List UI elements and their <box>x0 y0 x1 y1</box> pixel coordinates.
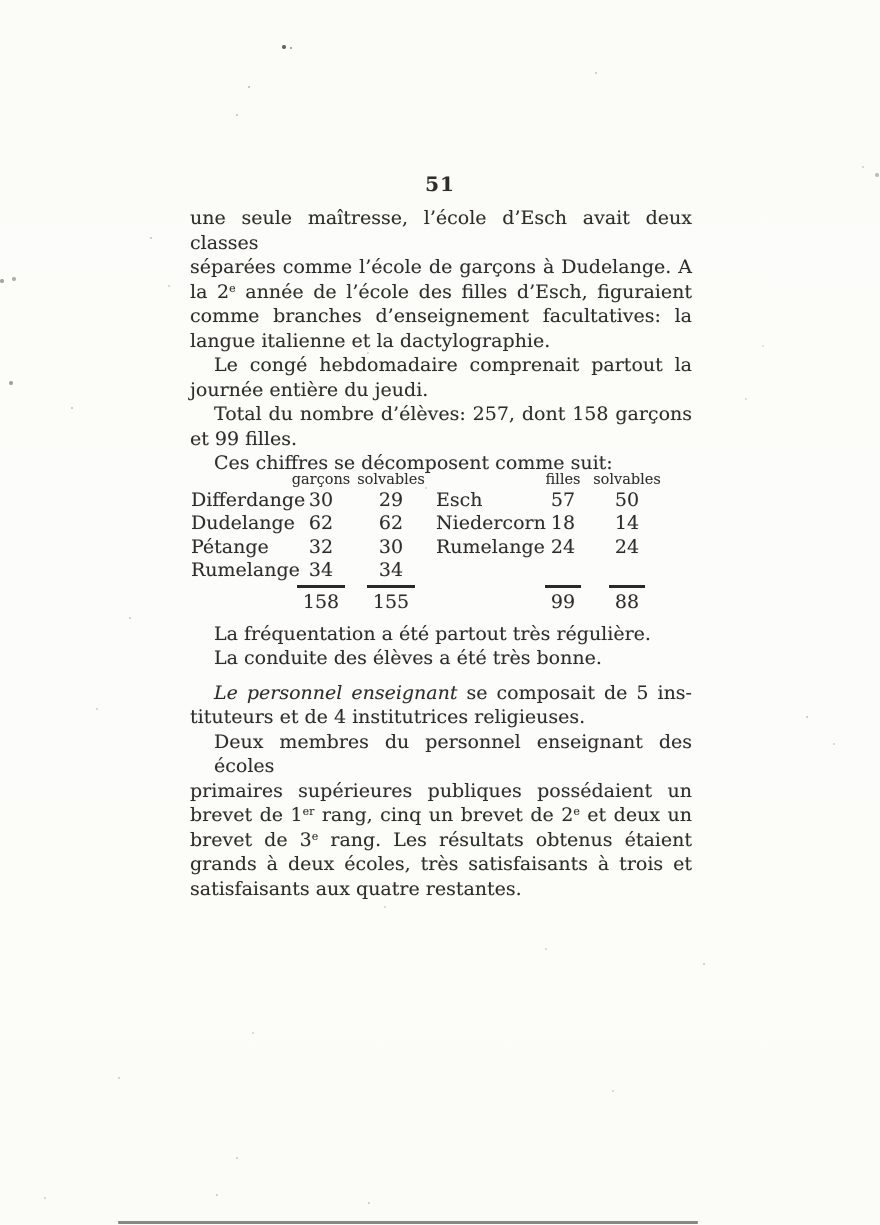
town-name: Differdange <box>191 488 306 511</box>
town-name: Rumelange <box>191 559 300 581</box>
value: 57 <box>550 488 576 511</box>
text-span: grands à deux écoles, très satisfaisants à trois et <box>190 853 692 875</box>
text-span: tituteurs et de 4 institutrices religieuses. <box>190 706 586 728</box>
town-name: Esch <box>436 488 483 511</box>
total-value: 99 <box>545 585 581 612</box>
text-line <box>190 280 692 305</box>
town-name: Dudelange <box>191 512 295 534</box>
value: 14 <box>614 512 640 534</box>
text-span: La conduite des élèves a été très bonne. <box>214 647 602 669</box>
text-line <box>190 646 692 671</box>
table-cell <box>430 606 534 608</box>
text-line <box>190 681 692 706</box>
text-span: et 99 filles. <box>190 427 297 450</box>
text-line <box>190 779 692 804</box>
total-cell <box>352 583 430 613</box>
value: 62 <box>378 512 404 534</box>
italic-text: Le personnel enseignant <box>214 681 458 704</box>
text-line <box>190 705 692 730</box>
text-span: La fréquentation a été partout très régulière. <box>214 622 651 645</box>
text-line <box>190 730 692 779</box>
text-span: Deux membres du personnel enseignant des écoles <box>214 730 692 777</box>
column-header: garçons <box>291 471 351 488</box>
text-line <box>190 852 692 877</box>
text-span: journée entière du jeudi. <box>190 378 429 401</box>
superscript-text: er <box>302 805 315 818</box>
value: 18 <box>550 512 576 534</box>
total-value: 155 <box>367 585 415 612</box>
page-number: 51 <box>425 172 455 196</box>
superscript-text: e <box>229 281 236 295</box>
table-cell <box>190 606 290 608</box>
town-name: Pétange <box>191 535 269 558</box>
text-span: primaires supérieures publiques possédaient un <box>190 779 692 802</box>
text-span: langue italienne et la dactylographie. <box>190 329 551 352</box>
value: 34 <box>308 559 334 581</box>
total-cell <box>534 583 592 613</box>
value: 32 <box>308 535 334 558</box>
text-span: séparées comme l’école de garçons à Dudelange. A <box>190 256 692 278</box>
text-line <box>190 402 692 427</box>
text-line <box>190 877 692 902</box>
text-line <box>190 329 692 354</box>
scan-edge-artifact <box>118 1221 698 1224</box>
value: 34 <box>378 559 404 581</box>
total-cell <box>592 583 662 613</box>
text-line <box>190 828 692 853</box>
text-line <box>190 353 692 378</box>
text-line <box>190 378 692 403</box>
students-table <box>190 472 692 613</box>
column-header: filles <box>545 471 581 488</box>
paragraphs-before-table <box>190 206 692 476</box>
text-line <box>190 427 692 452</box>
text-span: la 2 <box>190 280 230 303</box>
superscript-text: e <box>573 805 580 818</box>
text-span: une seule maîtresse, l’école d’Esch avait deux classes <box>190 207 692 254</box>
text-span: brevet de 3 <box>190 828 312 851</box>
text-line <box>190 622 692 647</box>
column-header: solvables <box>593 471 661 488</box>
town-name: Niedercorn <box>436 512 546 534</box>
column-header: solvables <box>357 471 425 488</box>
text-span: comme branches d’enseignement facultatives: la <box>190 305 692 327</box>
text-span: brevet de 1 <box>190 804 303 826</box>
paragraphs-after-table <box>190 622 692 902</box>
text-span: satisfaisants aux quatre restantes. <box>190 877 522 900</box>
value: 30 <box>308 488 334 511</box>
text-span: Total du nombre d’élèves: 257, dont 158 garçons <box>214 403 692 425</box>
text-line <box>190 206 692 255</box>
text-line <box>190 304 692 329</box>
text-line <box>190 803 692 828</box>
text-span: année de l’école des filles d’Esch, figuraient <box>235 280 692 303</box>
superscript-text: e <box>311 829 319 843</box>
value: 50 <box>614 488 640 511</box>
town-name: Rumelange <box>436 535 545 558</box>
text-span: Ces chiffres se décomposent comme suit: <box>214 452 613 474</box>
page-content <box>190 206 692 901</box>
text-span: rang, cinq un brevet de 2 <box>314 804 574 826</box>
value: 24 <box>614 535 640 558</box>
value: 24 <box>550 535 576 558</box>
total-cell <box>290 583 352 613</box>
value: 30 <box>378 535 404 558</box>
text-span: Le congé hebdomadaire comprenait partout la <box>214 354 692 376</box>
text-line <box>190 255 692 280</box>
scan-noise-speckles <box>0 0 2 2</box>
value: 62 <box>308 512 334 534</box>
text-span: et deux un <box>579 804 692 826</box>
text-span: se composait de 5 ins- <box>457 681 692 704</box>
total-value: 158 <box>297 585 345 612</box>
value: 29 <box>378 488 404 511</box>
total-value: 88 <box>609 585 645 612</box>
text-span: rang. Les résultats obtenus étaient <box>318 828 692 851</box>
